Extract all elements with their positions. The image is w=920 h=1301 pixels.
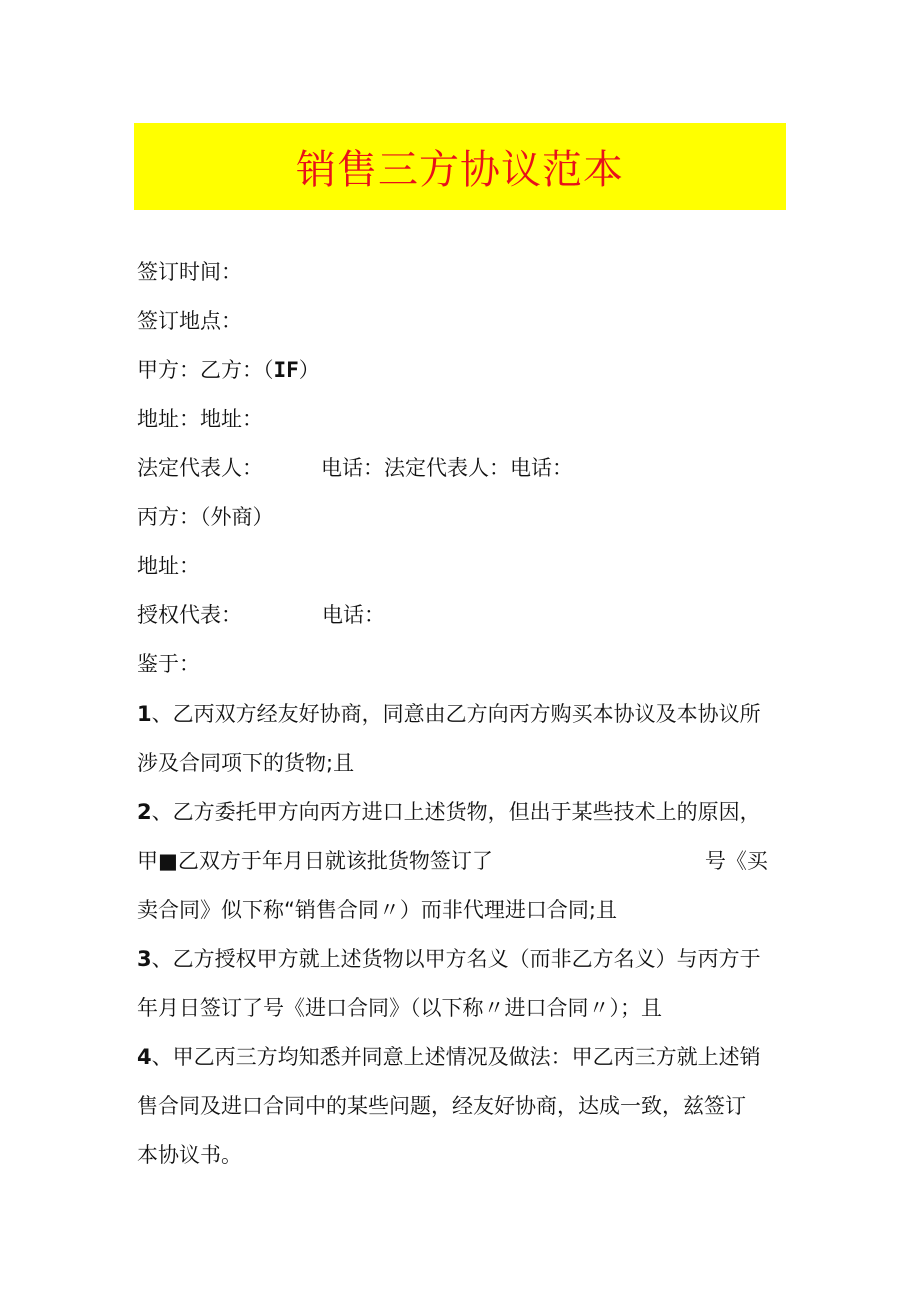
clause-4-number: 4	[137, 1045, 152, 1069]
clause-4-line-3: 本协议书。	[137, 1143, 242, 1167]
clause-3-line-2: 年月日签订了号《进口合同》（以下称〃进口合同〃）；且	[137, 996, 662, 1020]
clause-3-number: 3	[137, 947, 152, 971]
clause-2-line-1	[137, 788, 761, 837]
address-ab-field: 地址：地址：	[137, 407, 263, 431]
clause-1-number: 1	[137, 702, 152, 726]
clause-2-text-2: 甲■乙双方于年月日就该批货物签订了	[137, 849, 493, 873]
clause-1-line-2: 涉及合同项下的货物;且	[137, 751, 355, 775]
clause-2-text-3: 号《买	[704, 849, 768, 873]
whereas-heading: 鉴于：	[137, 652, 200, 676]
party-b-close: ）	[298, 358, 320, 382]
sign-time-field: 签订时间：	[137, 260, 242, 284]
party-c-field: 丙方：（外商）	[137, 505, 274, 529]
party-b-suffix: IF	[273, 358, 299, 382]
clause-2-number: 2	[137, 800, 152, 824]
document-title: 销售三方协议范本	[296, 147, 624, 193]
address-c-field: 地址：	[137, 554, 200, 578]
party-a-b-label: 甲方：乙方：（	[137, 358, 274, 382]
clause-3-text-1: 、乙方授权甲方就上述货物以甲方名义（而非乙方名义）与丙方于	[151, 947, 761, 971]
clause-3-line-1	[137, 935, 761, 984]
clause-2-text-1: 、乙方委托甲方向丙方进口上述货物，但出于某些技术上的原因，	[151, 800, 761, 824]
clause-1-text-1: 、乙丙双方经友好协商，同意由乙方向丙方购买本协议及本协议所	[151, 702, 761, 726]
authorized-rep-field	[137, 591, 385, 640]
authorized-rep-label: 授权代表：	[137, 603, 242, 627]
legal-rep-phone-field	[137, 444, 573, 493]
party-a-b-field	[137, 346, 320, 395]
clause-2-line-3: 卖合同》似下称“销售合同〃）而非代理进口合同;且	[137, 898, 617, 922]
clause-4-text-1: 、甲乙丙三方均知悉并同意上述情况及做法：甲乙丙三方就上述销	[151, 1045, 761, 1069]
phone-legal-rep-label: 电话：法定代表人：电话：	[321, 456, 573, 480]
title-banner	[134, 123, 786, 210]
clause-2-line-2	[137, 837, 768, 886]
clause-4-line-2: 售合同及进口合同中的某些问题，经友好协商，达成一致，兹签订	[137, 1094, 746, 1118]
legal-rep-label: 法定代表人：	[137, 456, 263, 480]
clause-1-line-1	[137, 690, 761, 739]
clause-4-line-1	[137, 1033, 761, 1082]
phone-c-label: 电话：	[322, 603, 385, 627]
sign-place-field: 签订地点：	[137, 309, 242, 333]
